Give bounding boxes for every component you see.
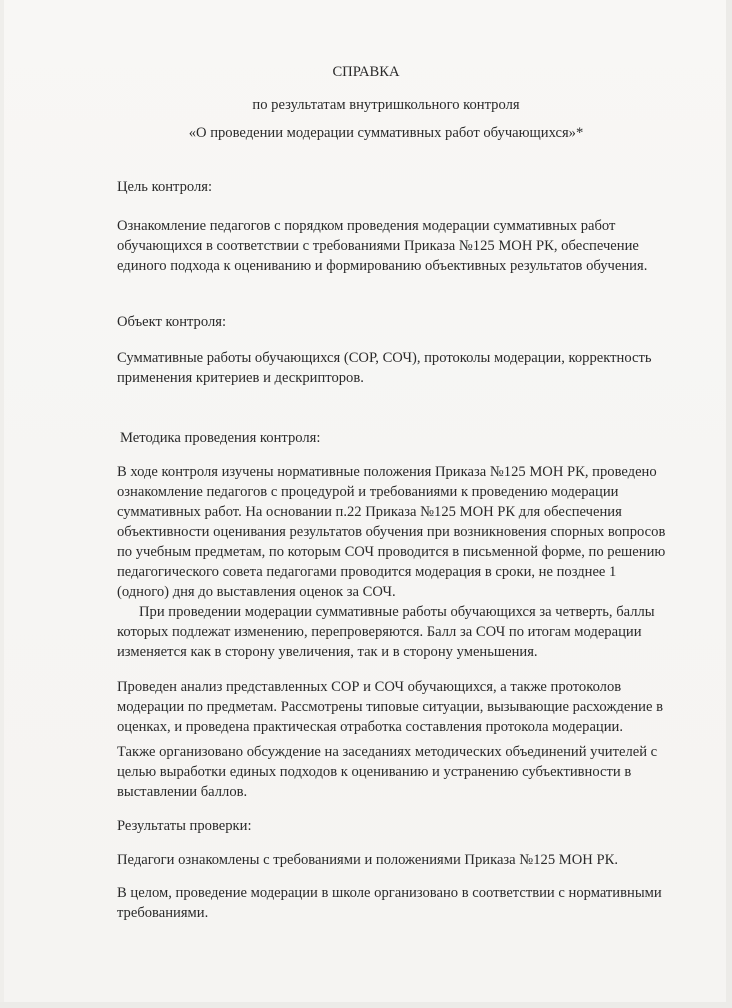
method-line: объективности оценивания результатов обучения при возникновения спорных вопросов [117,524,666,540]
results-heading: Результаты проверки: [117,818,252,834]
method-line: ознакомление педагогов с процедурой и требованиями к проведению модерации [117,484,619,500]
discussion-line: Также организовано обсуждение на заседаниях методических объединений учителей с [117,744,658,760]
goal-line: единого подхода к оцениванию и формированию объективных результатов обучения. [117,258,648,274]
object-paragraph [117,348,717,388]
analysis-line: оценках, и проведена практическая отработка составления протокола модерации. [117,719,624,735]
page-edge-bottom [0,1002,732,1008]
goal-line: Ознакомление педагогов с порядком проведения модерации суммативных работ [117,218,616,234]
moderation-line: изменяется как в сторону увеличения, так и в сторону уменьшения. [117,644,538,660]
page-edge-left [0,0,4,1008]
goal-line: обучающихся в соответствии с требованиями Приказа №125 МОН РК, обеспечение [117,238,639,254]
goal-paragraph [117,216,717,276]
analysis-paragraph [117,677,717,737]
method-paragraph [117,462,717,602]
goal-heading: Цель контроля: [117,179,213,195]
conclusion-line: В целом, проведение модерации в школе организовано в соответствии с нормативными [117,885,662,901]
moderation-paragraph [117,602,717,662]
discussion-paragraph [117,742,717,802]
method-line: суммативных работ. На основании п.22 Приказа №125 МОН РК для обеспечения [117,504,622,520]
discussion-line: выставлении баллов. [117,784,248,800]
method-line: педагогического совета педагогами проводится модерация в сроки, не позднее 1 [117,564,617,580]
method-line: по учебным предметам, по которым СОЧ проводится в письменной форме, по решению [117,544,666,560]
object-heading: Объект контроля: [117,314,227,330]
conclusion-line: требованиями. [117,905,209,921]
moderation-line: При проведении модерации суммативные работы обучающихся за четверть, баллы [139,604,655,620]
analysis-line: Проведен анализ представленных СОР и СОЧ обучающихся, а также протоколов [117,679,622,695]
moderation-line: которых подлежат изменению, перепроверяются. Балл за СОЧ по итогам модерации [117,624,642,640]
page-edge-right [726,0,732,1008]
discussion-line: целью выработки единых подходов к оцениванию и устранению субъективности в [117,764,632,780]
document-topic: «О проведении модерации суммативных работ обучающихся»* [188,125,584,141]
method-line: В ходе контроля изучены нормативные положения Приказа №125 МОН РК, проведено [117,464,657,480]
object-line: применения критериев и дескрипторов. [117,370,364,386]
conclusion-paragraph [117,883,717,923]
analysis-line: модерации по предметам. Рассмотрены типовые ситуации, вызывающие расхождение в [117,699,663,715]
method-line: (одного) дня до выставления оценок за СОЧ. [117,584,396,600]
results-line: Педагоги ознакомлены с требованиями и положениями Приказа №125 МОН РК. [117,852,618,868]
object-line: Суммативные работы обучающихся (СОР, СОЧ), протоколы модерации, корректность [117,350,652,366]
document-title: СПРАВКА [332,64,400,80]
document-subtitle: по результатам внутришкольного контроля [252,97,520,113]
method-heading: Методика проведения контроля: [120,430,321,446]
